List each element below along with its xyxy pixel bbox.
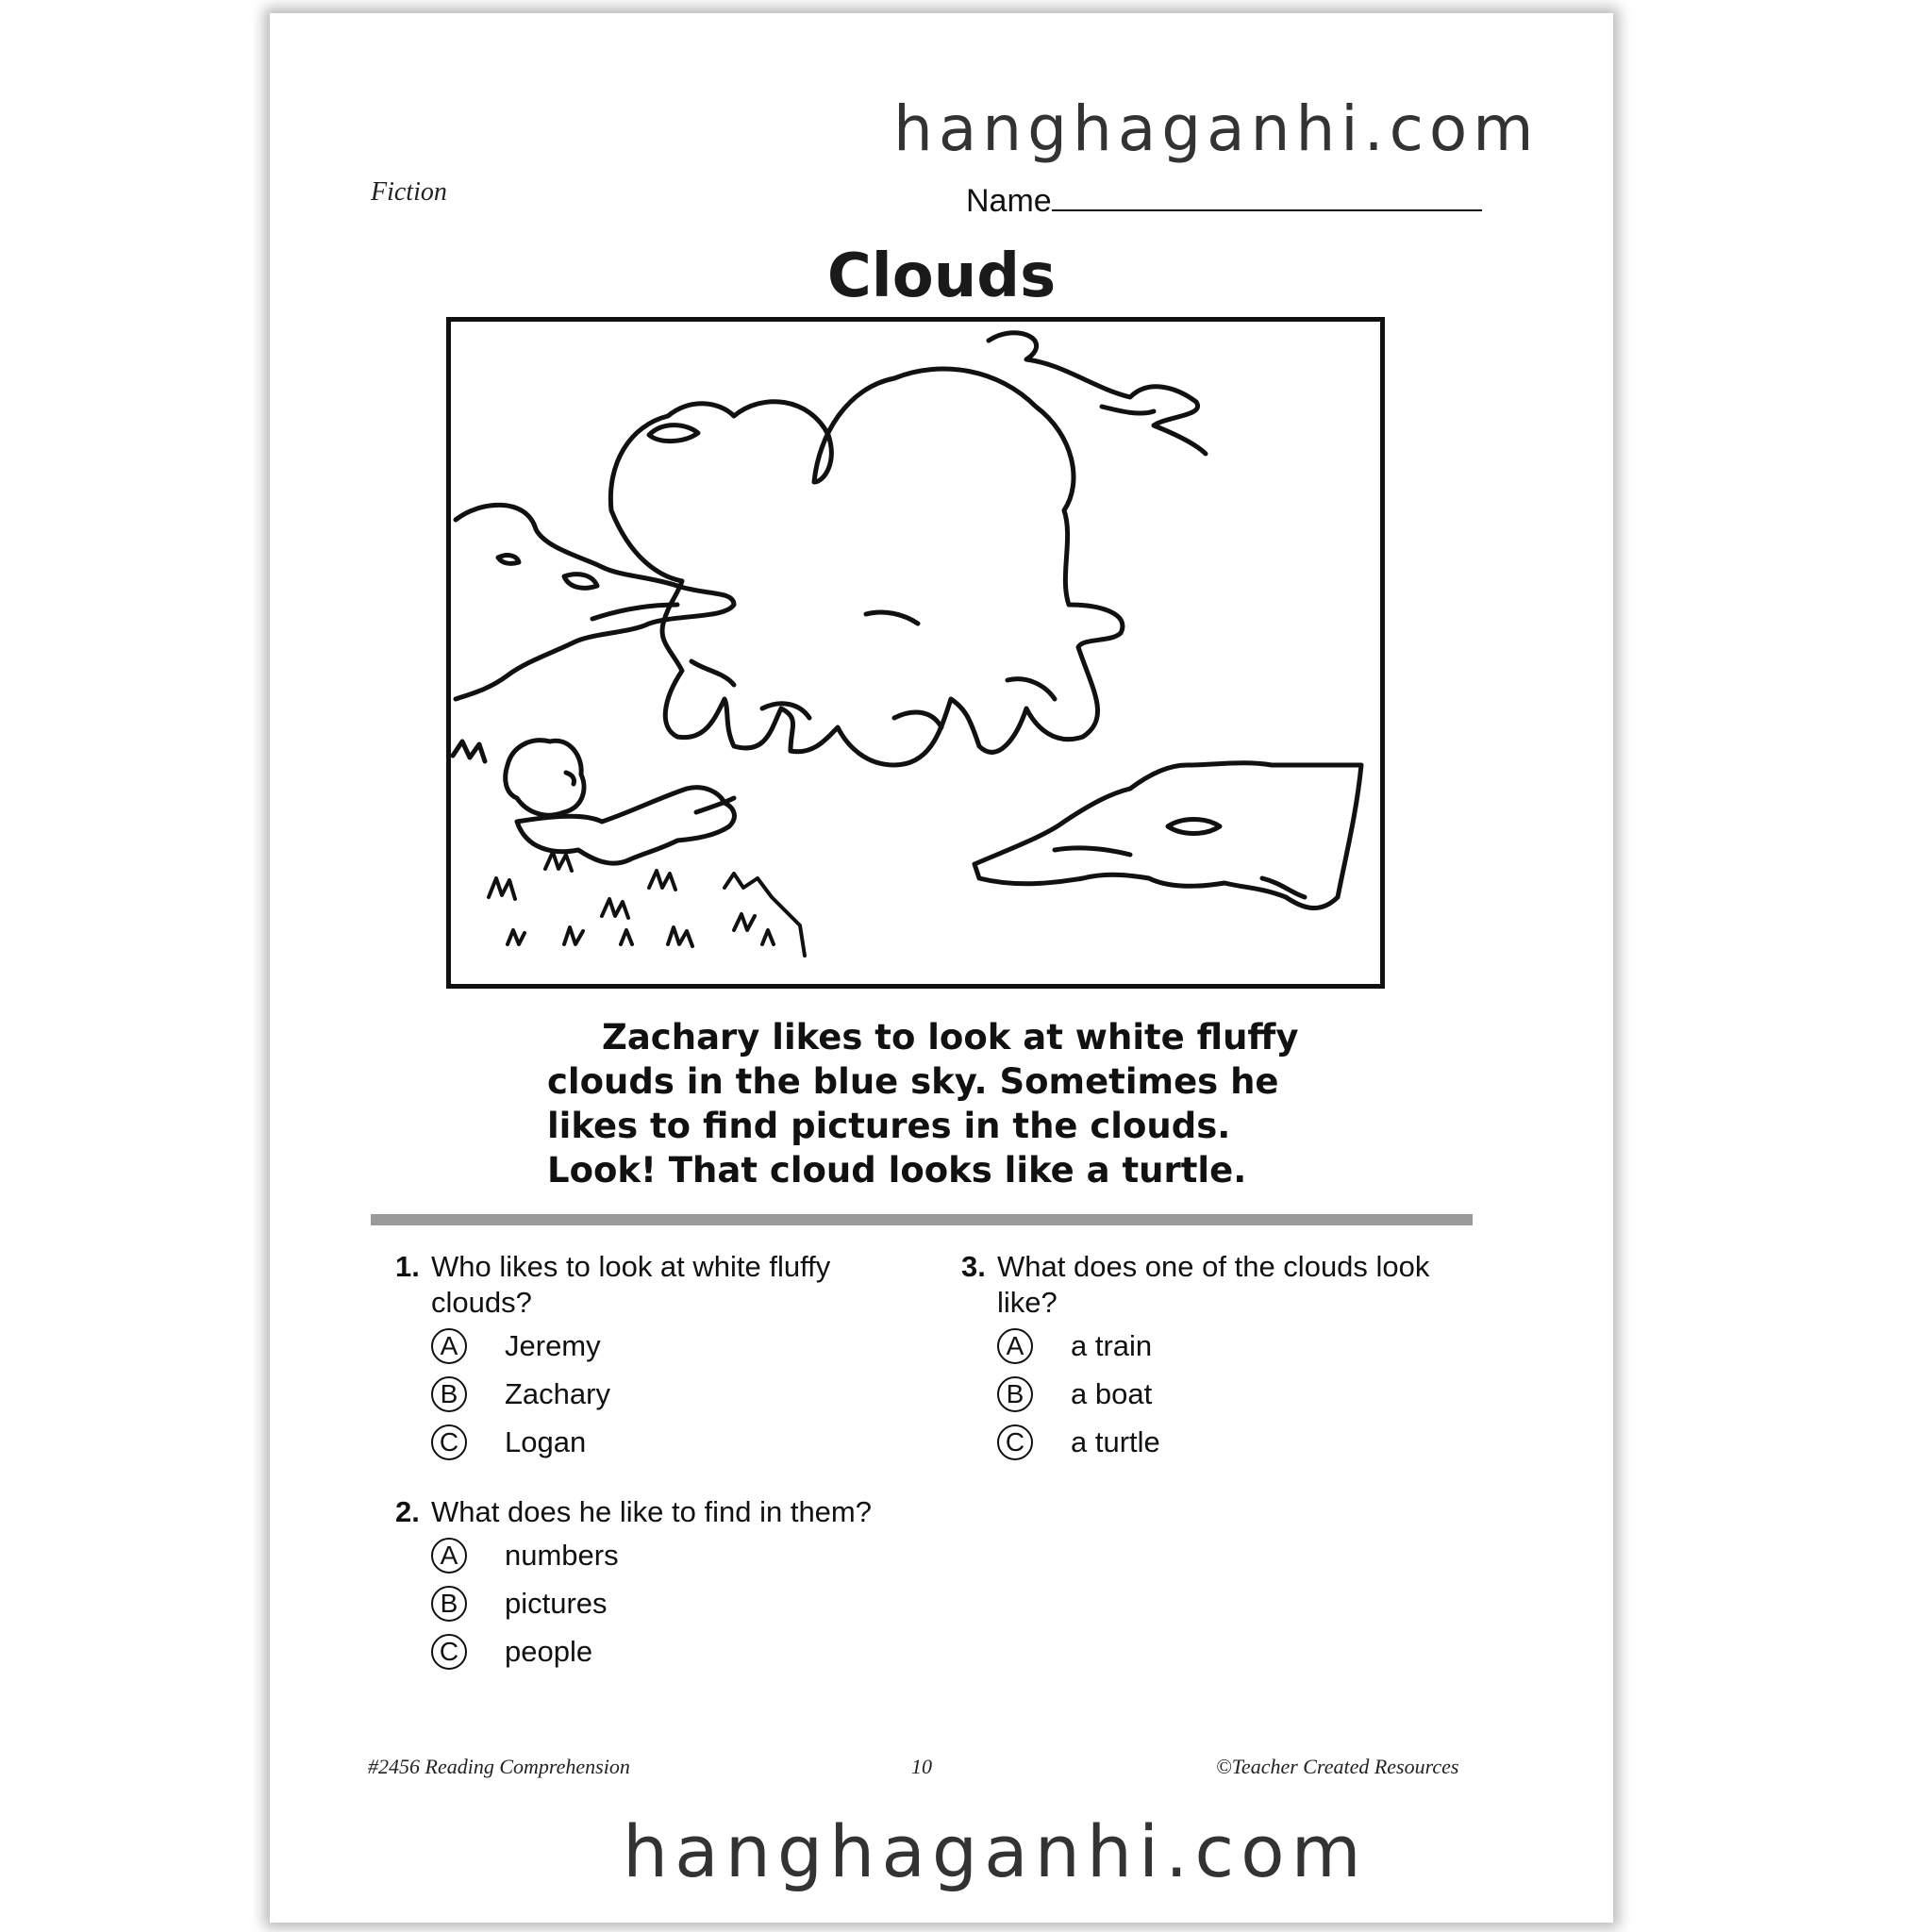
illustration-frame: [446, 317, 1385, 989]
answer-text: Logan: [505, 1425, 587, 1458]
answer-bubble[interactable]: A: [431, 1538, 467, 1574]
answer-bubble[interactable]: B: [431, 1586, 467, 1622]
footer-copyright: ©Teacher Created Resources: [1216, 1755, 1459, 1778]
name-label: Name: [966, 183, 1052, 219]
footer-page-number: 10: [911, 1755, 932, 1778]
question-text: What does one of the clouds look like?: [997, 1250, 1430, 1319]
answer-bubble[interactable]: B: [431, 1376, 467, 1412]
answer-bubble[interactable]: C: [431, 1424, 467, 1460]
question-number: 2.: [395, 1495, 420, 1528]
boy-figure: [453, 741, 734, 863]
footer-book-title: #2456 Reading Comprehension: [368, 1755, 630, 1778]
name-field: [966, 183, 1482, 220]
section-divider: [371, 1214, 1473, 1225]
answer-text: a boat: [1071, 1377, 1153, 1410]
lower-right-cloud: [974, 763, 1361, 908]
answer-bubble[interactable]: B: [997, 1376, 1033, 1412]
answer-text: a turtle: [1071, 1425, 1160, 1458]
question-text: What does he like to find in them?: [431, 1495, 872, 1528]
worksheet-page: [270, 13, 1613, 1923]
answer-text: numbers: [505, 1539, 619, 1572]
answer-bubble[interactable]: C: [431, 1634, 467, 1670]
answer-bubble[interactable]: A: [431, 1328, 467, 1364]
answer-text: a train: [1071, 1329, 1153, 1362]
section-label: Fiction: [371, 177, 447, 207]
story-paragraph: Zachary likes to look at white fluffy clouds in the blue sky. Sometimes he likes to find pictures in the clouds. Look! That cloud looks like a turtle.: [547, 1017, 1299, 1191]
clouds-illustration: [451, 322, 1380, 984]
grass: [489, 852, 805, 956]
watermark-bottom: hanghaganhi.com: [623, 1809, 1368, 1893]
question-text: Who likes to look at white fluffy clouds?: [431, 1250, 831, 1319]
page-title: Clouds: [826, 242, 1057, 311]
answer-text: people: [505, 1635, 593, 1668]
answer-text: Zachary: [505, 1377, 610, 1410]
left-cloud: [456, 505, 734, 699]
answer-text: Jeremy: [505, 1329, 601, 1362]
question-number: 1.: [395, 1250, 420, 1283]
name-underline: [1052, 185, 1482, 211]
answer-bubble[interactable]: A: [997, 1328, 1033, 1364]
watermark-top: hanghaganhi.com: [893, 92, 1540, 165]
answer-bubble[interactable]: C: [997, 1424, 1033, 1460]
answer-text: pictures: [505, 1587, 608, 1620]
question-number: 3.: [961, 1250, 986, 1283]
